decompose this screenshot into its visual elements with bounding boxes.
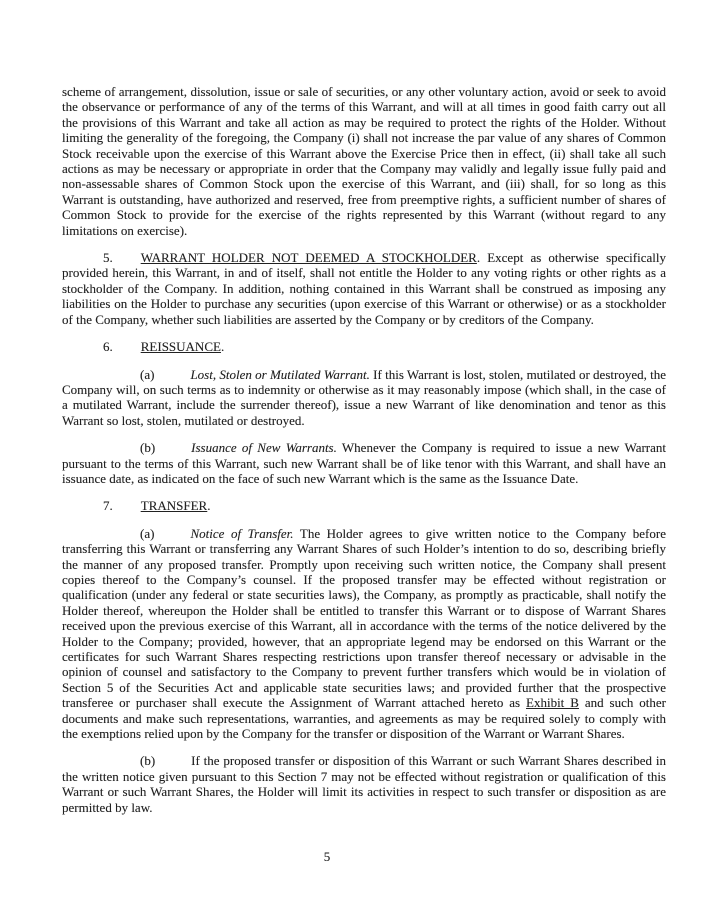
underlined-text: TRANSFER: [140, 498, 208, 514]
document-body: [62, 84, 666, 815]
text-run: scheme of arrangement, dissolution, issue or sale of securities, or any other voluntary action, avoid or seek to avoid the observance or performance of any of the terms of this Warrant, and will at all times in good faith carry out all the provisions of this Warrant and take all action as may be required to protect the rights of the Holder. Without limiting the generality of the foregoing, the Company (i) shall not increase the par value of any shares of Common Stock receivable upon the exercise of this Warrant above the Exercise Price then in effect, (ii) shall take all such actions as may be necessary or appropriate in order that the Company may validly and legally issue fully paid and non-assessable shares of Common Stock upon the exercise of this Warrant, and (iii) shall, for so long as this Warrant is outstanding, have authorized and reserved, free from preemptive rights, a sufficient number of shares of Common Stock to provide for the exercise of the rights represented by this Warrant (without regard to any limitations on exercise).: [62, 84, 666, 238]
paragraph-marker: (a): [140, 525, 155, 541]
text-run: . Except as otherwise specifically provided herein, this Warrant, in and of itself, shall not entitle the Holder to any voting rights or other rights as a stockholder of the Company. In addition, nothing contained in this Warrant shall be construed as imposing any liabilities on the Holder to purchase any securities (upon exercise of this Warrant or otherwise) or as a stockholder of the Company, whether such liabilities are asserted by the Company or by creditors of the Company.: [62, 250, 666, 327]
section-5-paragraph: [62, 250, 666, 327]
text-run: .: [220, 339, 225, 355]
text-run: .: [207, 498, 211, 514]
italic-heading: Issuance of New Warrants.: [191, 440, 337, 456]
paragraph-marker: (b): [140, 753, 156, 769]
continuation-paragraph: [62, 84, 666, 238]
section-7a-paragraph: [62, 526, 666, 742]
section-7b-paragraph: [62, 753, 666, 815]
italic-heading: Notice of Transfer.: [190, 525, 294, 541]
text-run: Whenever the Company is required to issue a new Warrant pursuant to the terms of this Warrant, such new Warrant shall be of like tenor with this Warrant, and shall have an issuance date, as indicated on the face of such new Warrant which is the same as the Issuance Date.: [62, 440, 667, 486]
page-number: 5: [323, 849, 331, 864]
paragraph-marker: 7.: [103, 498, 113, 514]
section-7-heading: [62, 498, 666, 513]
paragraph-marker: 5.: [103, 250, 113, 266]
text-run: The Holder agrees to give written notice to the Company before transferring this Warrant or transferring any Warrant Shares of such Holder’s intention to do so, describing briefly the manner of any proposed transfer. Promptly upon receiving such written notice, the Company shall present copies thereof to the Company’s counsel. If the proposed transfer may be effected without registration or qualification (under any federal or state securities laws), the Company, as promptly as practicable, shall notify the Holder thereof, whereupon the Holder shall be entitled to transfer this Warrant or to dispose of Warrant Shares received upon the previous exercise of this Warrant, all in accordance with the terms of the notice delivered by the Holder to the Company; provided, however, that an appropriate legend may be endorsed on this Warrant or the certificates for such Warrant Shares respecting restrictions upon transfer thereof necessary or advisable in the opinion of counsel and satisfactory to the Company to prevent further transfers which would be in violation of Section 5 of the Securities Act and applicable state securities laws; and provided further that the prospective transferee or purchaser shall execute the Assignment of Warrant attached hereto as: [62, 525, 666, 711]
section-6-heading: [62, 339, 666, 354]
underlined-text: Exhibit B: [526, 695, 579, 711]
paragraph-marker: (a): [140, 366, 155, 382]
paragraph-marker: 6.: [103, 339, 113, 355]
underlined-text: REISSUANCE: [140, 339, 221, 355]
paragraph-marker: (b): [140, 440, 156, 456]
italic-heading: Lost, Stolen or Mutilated Warrant.: [190, 366, 370, 382]
text-run: If the proposed transfer or disposition of this Warrant or such Warrant Shares described in the written notice given pursuant to this Section 7 may not be effected without registration or qualification of this Warrant or such Warrant Shares, the Holder will limit its activities in respect to such transfer or disposition as are permitted by law.: [62, 753, 666, 815]
section-6b-paragraph: [62, 440, 666, 486]
text-run: and such other documents and make such representations, warranties, and agreements as may be required solely to comply with the exemptions relied upon by the Company for the transfer or disposition of the Warrant or Warrant Shares.: [62, 695, 667, 742]
text-run: If this Warrant is lost, stolen, mutilated or destroyed, the Company will, on such terms as to indemnity or otherwise as it may reasonably impose (which shall, in the case of a mutilated Warrant, include the surrender thereof), issue a new Warrant of like denomination and tenor as this Warrant so lost, stolen, mutilated or destroyed.: [62, 366, 666, 428]
section-6a-paragraph: [62, 367, 666, 429]
underlined-text: WARRANT HOLDER NOT DEEMED A STOCKHOLDER: [140, 250, 477, 266]
